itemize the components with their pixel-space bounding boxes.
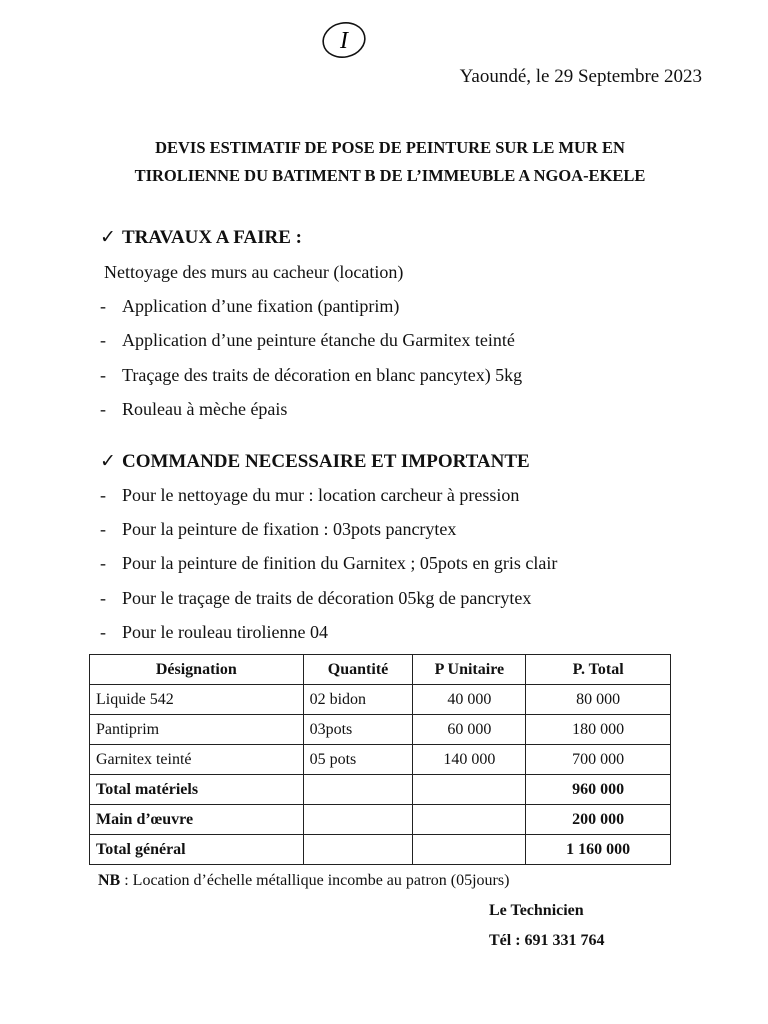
cell-empty: [303, 775, 413, 805]
header-prix-unitaire: P Unitaire: [413, 655, 526, 685]
travaux-item-text: Application d’une fixation (pantiprim): [122, 296, 400, 316]
checkmark-icon: ✓: [100, 227, 116, 248]
table-row: [90, 715, 671, 745]
cell-prix-unitaire: 140 000: [413, 745, 526, 775]
travaux-item: [100, 296, 399, 317]
title-line-1: DEVIS ESTIMATIF DE POSE DE PEINTURE SUR LE MUR EN: [155, 138, 625, 157]
travaux-heading-text: TRAVAUX A FAIRE :: [122, 227, 303, 248]
travaux-intro: Nettoyage des murs au cacheur (location): [104, 262, 404, 282]
dash-bullet: -: [100, 485, 106, 505]
title-line-2: TIROLIENNE DU BATIMENT B DE L’IMMEUBLE A NGOA-EKELE: [134, 166, 646, 185]
table-header-row: [90, 655, 671, 685]
cell-total-label: Total matériels: [90, 775, 304, 805]
commande-item-text: Pour la peinture de fixation : 03pots pancrytex: [122, 519, 457, 539]
travaux-heading: [100, 226, 302, 249]
document-date: Yaoundé, le 29 Septembre 2023: [459, 66, 702, 87]
travaux-item: [100, 330, 515, 351]
cell-designation: Garnitex teinté: [90, 745, 304, 775]
commande-item-text: Pour la peinture de finition du Garnitex ; 05pots en gris clair: [122, 553, 558, 573]
checkmark-icon: ✓: [100, 451, 116, 472]
commande-item-text: Pour le rouleau tirolienne 04: [122, 622, 328, 642]
total-row: [90, 775, 671, 805]
note-label: NB: [98, 872, 121, 889]
commande-item-text: Pour le traçage de traits de décoration 05kg de pancrytex: [122, 588, 532, 608]
cell-total-value: 200 000: [526, 805, 671, 835]
commande-item: [100, 588, 531, 609]
mark-text: I: [340, 28, 348, 54]
table-row: [90, 685, 671, 715]
cell-designation: Liquide 542: [90, 685, 304, 715]
commande-heading-text: COMMANDE NECESSAIRE ET IMPORTANTE: [122, 451, 530, 472]
cell-prix-total: 180 000: [526, 715, 671, 745]
cell-prix-total: 700 000: [526, 745, 671, 775]
table-row: [90, 745, 671, 775]
note: [98, 872, 509, 890]
dash-bullet: -: [100, 296, 106, 316]
cell-prix-total: 80 000: [526, 685, 671, 715]
commande-item: [100, 519, 456, 540]
total-row: [90, 835, 671, 865]
cell-prix-unitaire: 60 000: [413, 715, 526, 745]
dash-bullet: -: [100, 330, 106, 350]
dash-bullet: -: [100, 622, 106, 642]
commande-item: [100, 622, 328, 643]
circled-roman-numeral-mark: [320, 20, 368, 60]
signature-phone: Tél : 691 331 764: [489, 932, 605, 949]
cell-prix-unitaire: 40 000: [413, 685, 526, 715]
dash-bullet: -: [100, 588, 106, 608]
travaux-item-text: Rouleau à mèche épais: [122, 399, 288, 419]
estimate-table: [89, 654, 671, 865]
commande-item: [100, 553, 557, 574]
commande-item: [100, 485, 519, 506]
signature-role: Le Technicien: [489, 902, 584, 919]
note-text: : Location d’échelle métallique incombe au patron (05jours): [120, 872, 510, 889]
cell-empty: [413, 805, 526, 835]
dash-bullet: -: [100, 399, 106, 419]
commande-heading: [100, 450, 530, 473]
cell-quantite: 05 pots: [303, 745, 413, 775]
dash-bullet: -: [100, 519, 106, 539]
cell-quantite: 02 bidon: [303, 685, 413, 715]
cell-empty: [413, 835, 526, 865]
travaux-item: [100, 365, 522, 386]
cell-empty: [303, 805, 413, 835]
travaux-item-text: Application d’une peinture étanche du Garmitex teinté: [122, 330, 515, 350]
document-title: [90, 134, 690, 190]
header-quantite: Quantité: [303, 655, 413, 685]
travaux-item: [100, 399, 287, 420]
cell-quantite: 03pots: [303, 715, 413, 745]
dash-bullet: -: [100, 553, 106, 573]
circle-mark-icon: [320, 20, 368, 60]
header-prix-total: P. Total: [526, 655, 671, 685]
cell-total-value: 960 000: [526, 775, 671, 805]
travaux-item-text: Traçage des traits de décoration en blanc pancytex) 5kg: [122, 365, 523, 385]
commande-item-text: Pour le nettoyage du mur : location carcheur à pression: [122, 485, 520, 505]
cell-designation: Pantiprim: [90, 715, 304, 745]
cell-empty: [413, 775, 526, 805]
cell-total-label: Total général: [90, 835, 304, 865]
cell-total-label: Main d’œuvre: [90, 805, 304, 835]
total-row: [90, 805, 671, 835]
cell-empty: [303, 835, 413, 865]
header-designation: Désignation: [90, 655, 304, 685]
cell-total-value: 1 160 000: [526, 835, 671, 865]
dash-bullet: -: [100, 365, 106, 385]
